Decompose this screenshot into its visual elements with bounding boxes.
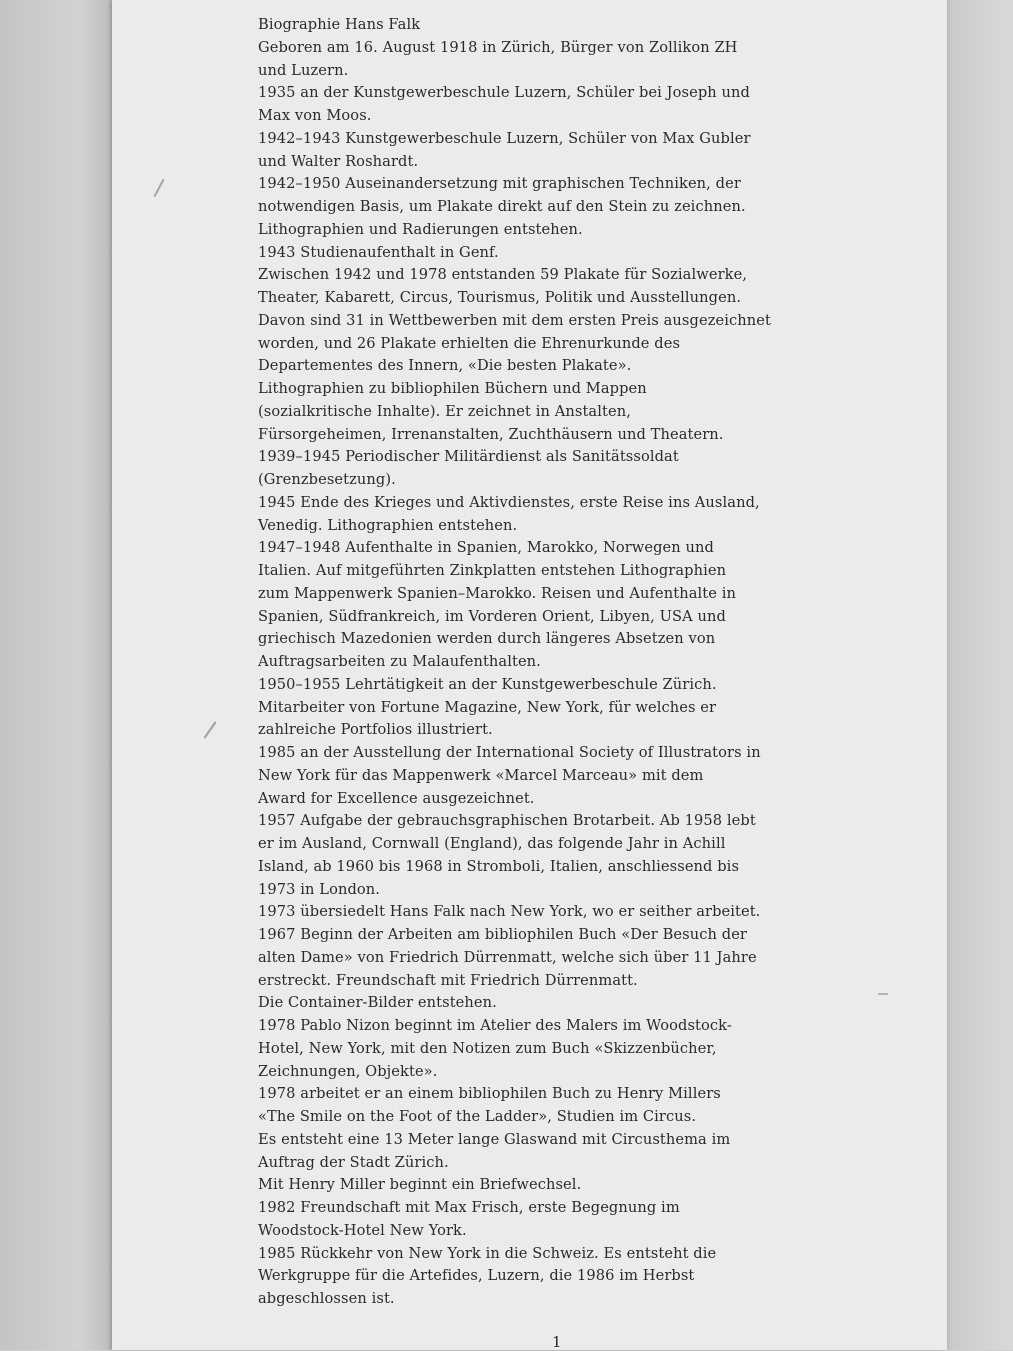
text-line: worden, und 26 Plakate erhielten die Ehrenurkunde des [258,334,681,352]
text-line: 1947–1948 Aufenthalte in Spanien, Marokko, Norwegen und [258,539,714,557]
text-line: (Grenzbesetzung). [258,471,396,488]
text-line: Spanien, Südfrankreich, im Vorderen Orient, Libyen, USA und [258,607,726,625]
text-line: 1942–1950 Auseinandersetzung mit graphischen Techniken, der [258,175,741,193]
text-line: 1973 übersiedelt Hans Falk nach New York, wo er seither arbeitet. [258,903,761,921]
text-line: Werkgruppe für die Artefides, Luzern, die 1986 im Herbst [258,1267,695,1285]
text-line: 1945 Ende des Krieges und Aktivdienstes, erste Reise ins Ausland, [258,493,760,511]
text-line: Theater, Kabarett, Circus, Tourismus, Politik und Ausstellungen. [258,289,742,306]
text-line: 1978 Pablo Nizon beginnt im Atelier des Malers im Woodstock- [258,1017,732,1034]
text-line: Die Container-Bilder entstehen. [258,994,497,1012]
text-line: 1942–1943 Kunstgewerbeschule Luzern, Schüler von Max Gubler [258,129,751,147]
text-line: 1985 an der Ausstellung der International Society of Illustrators in [258,744,761,761]
text-line: Zwischen 1942 und 1978 entstanden 59 Plakate für Sozialwerke, [258,266,748,284]
text-line: Mit Henry Miller beginnt ein Briefwechsel. [258,1176,582,1194]
text-line: 1978 arbeitet er an einem bibliophilen Buch zu Henry Millers [258,1085,721,1103]
background-right [943,0,1013,1350]
pencil-mark [153,179,164,198]
text-line: Lithographien und Radierungen entstehen. [258,220,583,238]
paper-sheet [112,0,947,1350]
text-line: abgeschlossen ist. [258,1290,395,1307]
page-number: 1 [552,1333,562,1351]
text-line: Es entsteht eine 13 Meter lange Glaswand mit Circusthema im [258,1130,731,1148]
text-line: 1973 in London. [258,880,381,898]
text-line: Zeichnungen, Objekte». [258,1062,438,1080]
background-left [0,0,115,1350]
text-line: Island, ab 1960 bis 1968 in Stromboli, Italien, anschliessend bis [258,857,740,875]
text-line: und Luzern. [258,61,349,79]
biography-text [258,14,798,1311]
text-line: New York für das Mappenwerk «Marcel Marceau» mit dem [258,766,704,784]
text-line: 1939–1945 Periodischer Militärdienst als Sanitätssoldat [258,448,679,466]
text-line: zahlreiche Portfolios illustriert. [258,721,493,739]
text-line: Fürsorgeheimen, Irrenanstalten, Zuchthäusern und Theatern. [258,425,724,443]
text-line: 1943 Studienaufenthalt in Genf. [258,243,499,261]
text-line: Auftrag der Stadt Zürich. [258,1153,449,1171]
text-line: erstreckt. Freundschaft mit Friedrich Dürrenmatt. [258,971,638,989]
text-line: (sozialkritische Inhalte). Er zeichnet in Anstalten, [258,402,631,420]
text-line: er im Ausland, Cornwall (England), das folgende Jahr in Achill [258,835,726,852]
text-line: zum Mappenwerk Spanien–Marokko. Reisen und Aufenthalte in [258,584,737,602]
text-line: Geboren am 16. August 1918 in Zürich, Bürger von Zollikon ZH [258,38,738,56]
text-line: Venedig. Lithographien entstehen. [258,516,518,534]
text-line: Woodstock-Hotel New York. [258,1221,467,1239]
text-line: Hotel, New York, mit den Notizen zum Buch «Skizzenbücher, [258,1039,717,1057]
text-line: 1982 Freundschaft mit Max Frisch, erste Begegnung im [258,1199,680,1216]
text-line: notwendigen Basis, um Plakate direkt auf den Stein zu zeichnen. [258,198,746,215]
text-line: Lithographien zu bibliophilen Büchern und Mappen [258,380,647,397]
text-line: 1950–1955 Lehrtätigkeit an der Kunstgewerbeschule Zürich. [258,675,717,693]
document-title: Biographie Hans Falk [258,16,421,33]
text-line: Award for Excellence ausgezeichnet. [258,789,535,807]
text-line: «The Smile on the Foot of the Ladder», Studien im Circus. [258,1108,697,1125]
text-line: alten Dame» von Friedrich Dürrenmatt, welche sich über 11 Jahre [258,948,757,966]
paper-speck [878,993,888,995]
text-line: 1967 Beginn der Arbeiten am bibliophilen Buch «Der Besuch der [258,926,748,943]
text-line: 1935 an der Kunstgewerbeschule Luzern, Schüler bei Joseph und [258,84,750,102]
text-line: Max von Moos. [258,107,372,124]
text-line: Auftragsarbeiten zu Malaufenthalten. [258,653,541,670]
text-line: 1985 Rückkehr von New York in die Schweiz. Es entsteht die [258,1244,717,1262]
text-line: Davon sind 31 in Wettbewerben mit dem ersten Preis ausgezeichnet [258,311,771,329]
text-line: Departementes des Innern, «Die besten Plakate». [258,357,632,375]
text-line: Mitarbeiter von Fortune Magazine, New York, für welches er [258,698,717,716]
text-line: und Walter Roshardt. [258,152,419,170]
text-line: griechisch Mazedonien werden durch längeres Absetzen von [258,630,716,648]
text-line: 1957 Aufgabe der gebrauchsgraphischen Brotarbeit. Ab 1958 lebt [258,812,756,830]
text-line: Italien. Auf mitgeführten Zinkplatten entstehen Lithographien [258,562,727,579]
pencil-mark [203,721,216,739]
